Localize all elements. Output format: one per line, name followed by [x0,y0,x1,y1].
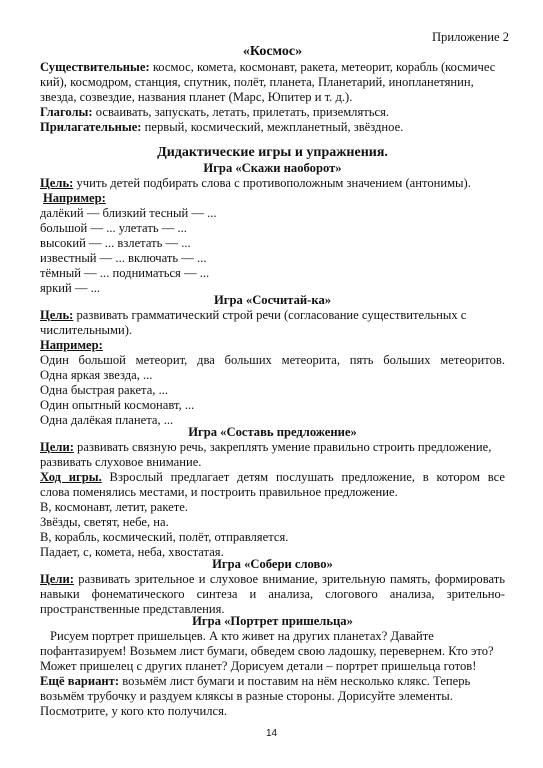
game4-goal-line-3: пространственные представления. [40,602,225,616]
game3-course-line-2: слова поменялись местами, и построить правильное предложение. [40,485,398,499]
section-title: Дидактические игры и упражнения. [157,145,388,160]
game1-title: Игра «Скажи наоборот» [203,161,342,175]
game3-sentence: Падает, с, комета, неба, хвостатая. [40,545,224,559]
game2-example-line: Одна далёкая планета, ... [40,413,174,427]
nouns-line-1: Существительные: космос, комета, космонавт, ракета, метеорит, корабль (космичес [40,60,496,74]
game1-example-line: большой — ... улетать — ... [40,221,187,235]
game1-example-line: высокий — ... взлетать — ... [40,236,191,250]
adjectives-line: Прилагательные: первый, космический, межпланетный, звёздное. [40,120,404,134]
page-title: «Космос» [242,44,303,59]
game2-example-line: Один большой метеорит, два больших метеорита, пять больших метеоритов. [40,353,505,367]
game5-variant-line-3: Посмотрите, у кого кто получился. [40,704,228,718]
page-number: 14 [265,728,278,739]
verbs-line: Глаголы: осваивать, запускать, летать, прилетать, приземляться. [40,105,390,119]
game5-text-line-1: Рисуем портрет пришельцев. А кто живет на других планетах? Давайте [50,629,434,643]
nouns-line-2: кий), космодром, станция, спутник, полёт, планета, Планетарий, инопланетянин, [40,75,474,89]
game5-variant-line-1: Ещё вариант: возьмём лист бумаги и поставим на нём несколько клякс. Теперь [40,674,471,688]
game5-text-line-2: пофантазируем! Возьмем лист бумаги, обведем свою ладошку, перевернем. Кто это? [40,644,494,658]
variant-label: Ещё вариант: [40,674,120,688]
game3-sentence: В, космонавт, летит, ракете. [40,500,188,514]
game2-goal-line-2: числительными). [40,323,133,337]
game5-variant-line-2: возьмём трубочку и раздуем кляксы в разные стороны. Дорисуйте элементы. [40,689,453,703]
appendix-label: Приложение 2 [431,30,509,44]
game1-example-label: Например: [43,191,106,205]
game3-course-line-1: Ход игры. Взрослый предлагает детям послушать предложение, в котором все [40,470,505,484]
game3-sentence: Звёзды, светят, небе, на. [40,515,169,529]
game2-example-line: Одна быстрая ракета, ... [40,383,169,397]
game2-goal-line-1: Цель: развивать грамматический строй речи (согласование существительных с [40,308,467,322]
game2-example-label: Например: [40,338,103,352]
adjectives-label: Прилагательные: [40,120,142,134]
game2-title: Игра «Сосчитай-ка» [213,293,332,307]
game3-goal-line-1: Цели: развивать связную речь, закреплять умение правильно строить предложение, [40,440,492,454]
goal-label: Цель: [40,176,74,190]
game2-example-line: Один опытный космонавт, ... [40,398,195,412]
game3-title: Игра «Составь предложение» [188,425,357,439]
game1-example-line: яркий — ... [40,281,101,295]
goal-label: Цели: [40,440,74,454]
game4-goal-line-1: Цели: развивать зрительное и слуховое внимание, зрительную память, формировать [40,572,505,586]
game1-example-line: тёмный — ... подниматься — ... [40,266,210,280]
game4-goal-line-2: навыки фонематического синтеза и анализа, слогового анализа, зрительно- [40,587,505,601]
game5-title: Игра «Портрет пришельца» [192,614,353,628]
game1-example-line: далёкий — близкий тесный — ... [40,206,217,220]
goal-label: Цель: [40,308,74,322]
game3-goal-line-2: развивать слуховое внимание. [40,455,202,469]
game1-example-line: известный — ... включать — ... [40,251,207,265]
game4-title: Игра «Собери слово» [212,557,333,571]
verbs-label: Глаголы: [40,105,93,119]
course-label: Ход игры. [40,470,102,484]
nouns-line-3: звезда, созвездие, названия планет (Марс, Юпитер и т. д.). [40,90,353,104]
game1-goal: Цель: учить детей подбирать слова с противоположным значением (антонимы). [40,176,471,190]
game2-example-line: Одна яркая звезда, ... [40,368,153,382]
nouns-label: Существительные: [40,60,150,74]
game5-text-line-3: Может пришелец с других планет? Дорисуем детали – портрет пришельца готов! [40,659,477,673]
goal-label: Цели: [40,572,74,586]
game3-sentence: В, корабль, космический, полёт, отправляется. [40,530,289,544]
